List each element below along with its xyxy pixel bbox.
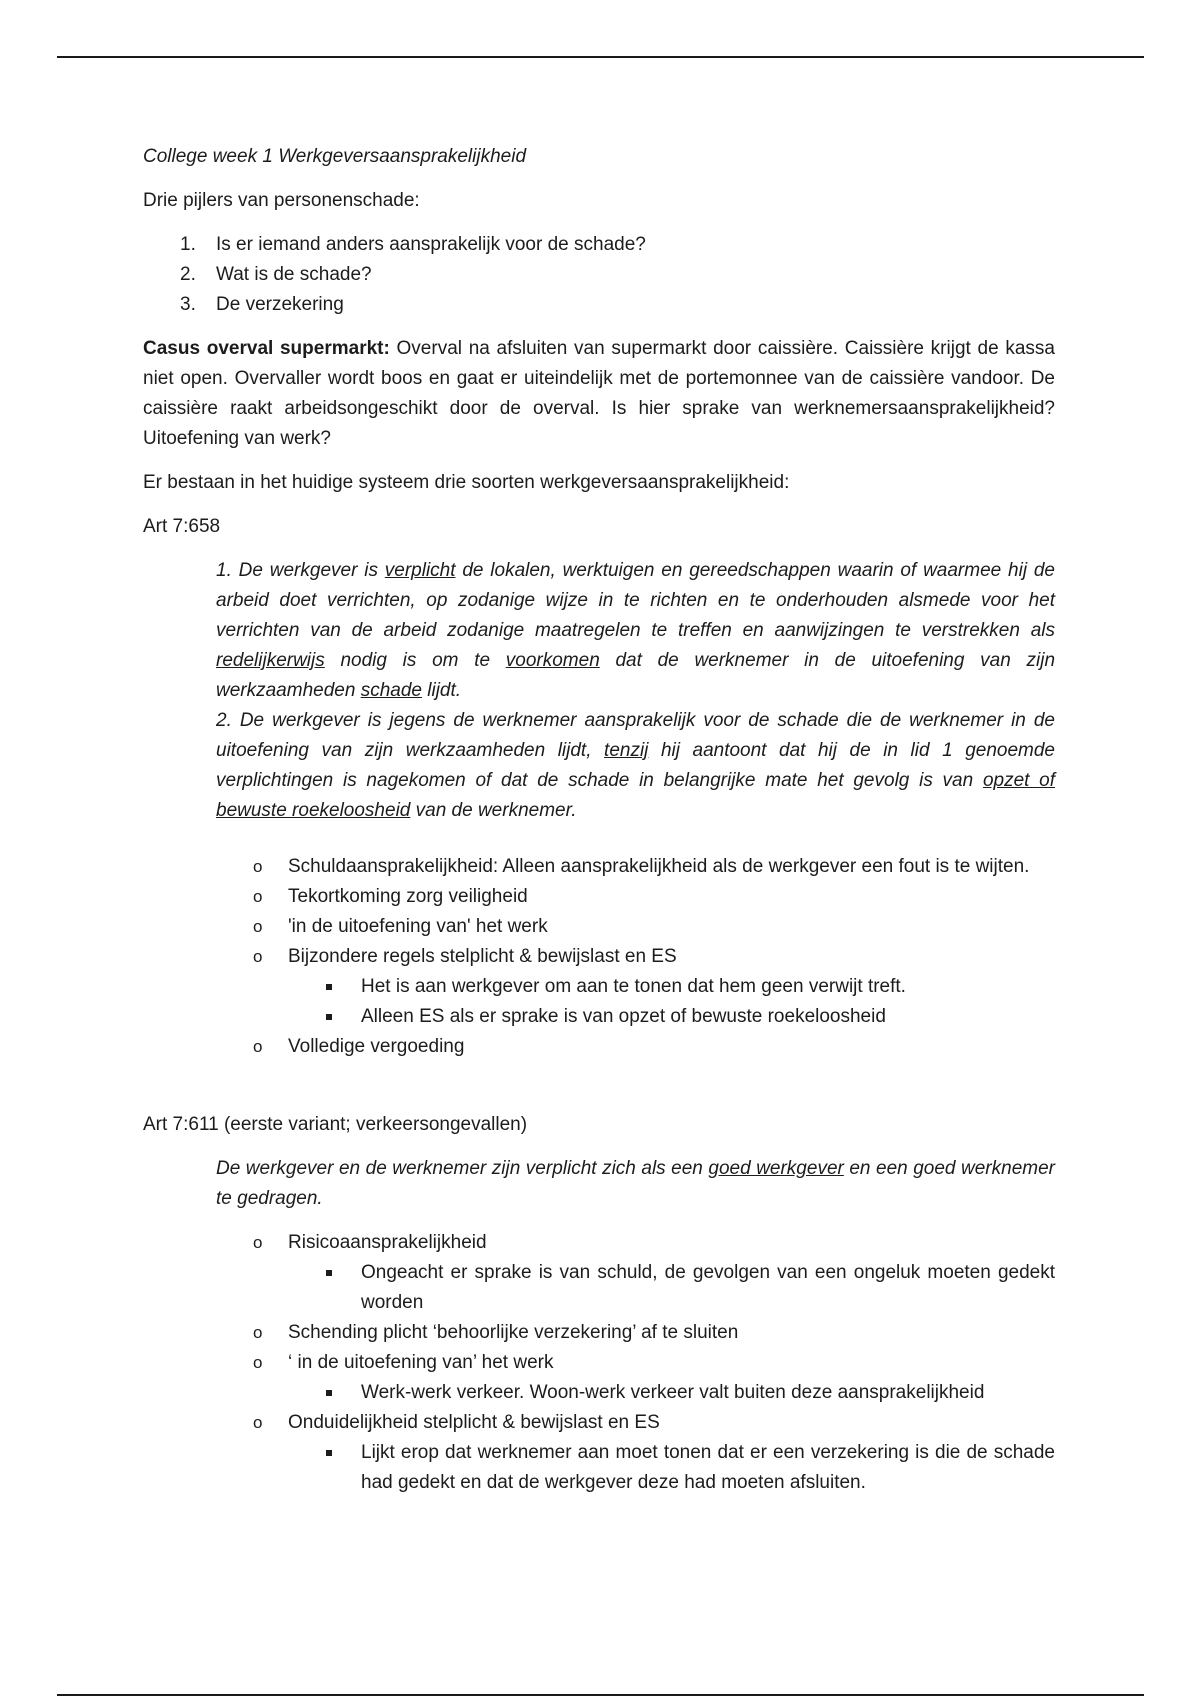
circle-bullet-icon: o — [253, 947, 263, 966]
list-item: 3. De verzekering — [180, 294, 344, 315]
circle-bullet-icon: o — [253, 887, 263, 906]
list-item: o Schending plicht ‘behoorlijke verzekering’ af te sluiten — [143, 1318, 1055, 1348]
square-bullet-icon — [326, 1390, 332, 1396]
circle-bullet-icon: o — [253, 857, 263, 876]
art-611-quote: De werkgever en de werknemer zijn verplicht zich als een goed werkgever en een goed werknemer te gedragen. — [216, 1158, 1055, 1209]
document-page — [143, 142, 1055, 1512]
document-title: College week 1 Werkgeversaansprakelijkheid — [143, 146, 527, 167]
square-bullet-icon — [326, 1014, 332, 1020]
casus-label: Casus overval supermarkt: — [143, 338, 390, 359]
list-item: 1. Is er iemand anders aansprakelijk voor de schade? — [180, 234, 646, 255]
circle-bullet-icon: o — [253, 1413, 263, 1432]
sub-list — [288, 972, 1055, 1032]
list-item: o ‘ in de uitoefening van’ het werk Werk-werk verkeer. Woon-werk verkeer valt buiten deze aansprakelijkheid — [143, 1348, 1055, 1408]
art-658-quote — [216, 556, 1055, 826]
sub-list — [288, 1438, 1055, 1498]
pillars-list — [143, 230, 1055, 320]
sub-list — [288, 1378, 1055, 1408]
intro-line: Drie pijlers van personenschade: — [143, 190, 420, 211]
list-item: o Risicoaansprakelijkheid Ongeacht er sprake is van schuld, de gevolgen van een ongeluk moeten gedekt worden — [143, 1228, 1055, 1318]
art-611-bullets — [143, 1228, 1055, 1498]
top-rule — [57, 56, 1144, 58]
art-658-bullets — [143, 852, 1055, 1062]
circle-bullet-icon: o — [253, 1323, 263, 1342]
list-item: o Tekortkoming zorg veiligheid — [143, 882, 1055, 912]
circle-bullet-icon: o — [253, 1037, 263, 1056]
list-item: o Schuldaansprakelijkheid: Alleen aansprakelijkheid als de werkgever een fout is te wijten. — [143, 852, 1055, 882]
square-bullet-icon — [326, 984, 332, 990]
list-item: o Bijzondere regels stelplicht & bewijslast en ES Het is aan werkgever om aan te tonen dat hem geen verwijt treft. Alleen ES als er sprake is van opzet of bewuste roekeloosheid — [143, 942, 1055, 1032]
sub-list — [288, 1258, 1055, 1318]
circle-bullet-icon: o — [253, 917, 263, 936]
list-item: o Onduidelijkheid stelplicht & bewijslast en ES Lijkt erop dat werknemer aan moet tonen dat er een verzekering is die de schade had gedekt en dat de werkgever deze had moeten afsluiten. — [143, 1408, 1055, 1498]
square-bullet-icon — [326, 1450, 332, 1456]
list-item: Werk-werk verkeer. Woon-werk verkeer valt buiten deze aansprakelijkheid — [143, 1378, 1055, 1408]
casus-paragraph — [143, 334, 1055, 454]
bottom-rule — [57, 1694, 1144, 1696]
square-bullet-icon — [326, 1270, 332, 1276]
art-611-heading: Art 7:611 (eerste variant; verkeersongevallen) — [143, 1114, 528, 1135]
quote-lid-1: 1. De werkgever is verplicht de lokalen, werktuigen en gereedschappen waarin of waarmee hij de arbeid doet verrichten, op zodanige wijze in te richten en te onderhouden alsmede voor het verrichten van de arbeid zodanige maatregelen te treffen en aanwijzingen te verstrekken als redelijkerwijs nodig is om te voorkomen dat de werknemer in de uitoefening van zijn werkzaamheden schade lijdt. — [216, 560, 1056, 701]
list-item: Lijkt erop dat werknemer aan moet tonen dat er een verzekering is die de schade had gedekt en dat de werkgever deze had moeten afsluiten. — [143, 1438, 1055, 1498]
circle-bullet-icon: o — [253, 1233, 263, 1252]
list-item: 2. Wat is de schade? — [180, 264, 372, 285]
list-item: Ongeacht er sprake is van schuld, de gevolgen van een ongeluk moeten gedekt worden — [143, 1258, 1055, 1318]
circle-bullet-icon: o — [253, 1353, 263, 1372]
soorten-line: Er bestaan in het huidige systeem drie soorten werkgeversaansprakelijkheid: — [143, 472, 790, 493]
list-item: Het is aan werkgever om aan te tonen dat hem geen verwijt treft. — [143, 972, 1055, 1002]
list-item: o 'in de uitoefening van' het werk — [143, 912, 1055, 942]
list-item: o Volledige vergoeding — [143, 1032, 1055, 1062]
list-item: Alleen ES als er sprake is van opzet of bewuste roekeloosheid — [143, 1002, 1055, 1032]
casus-text: Overval na afsluiten van supermarkt door caissière. Caissière krijgt de kassa niet open. Overvaller wordt boos en gaat er uiteindelijk met de portemonnee van de caissière vandoor. De caissière raakt arbeidsongeschikt door de overval. Is hier sprake van werknemersaansprakelijkheid? Uitoefening van werk? — [143, 338, 1055, 449]
quote-lid-2: 2. De werkgever is jegens de werknemer aansprakelijk voor de schade die de werknemer in de uitoefening van zijn werkzaamheden lijdt, tenzij hij aantoont dat hij de in lid 1 genoemde verplichtingen is nagekomen of dat de schade in belangrijke mate het gevolg is van opzet of bewuste roekeloosheid van de werknemer. — [216, 710, 1056, 821]
art-658-heading: Art 7:658 — [143, 516, 221, 537]
